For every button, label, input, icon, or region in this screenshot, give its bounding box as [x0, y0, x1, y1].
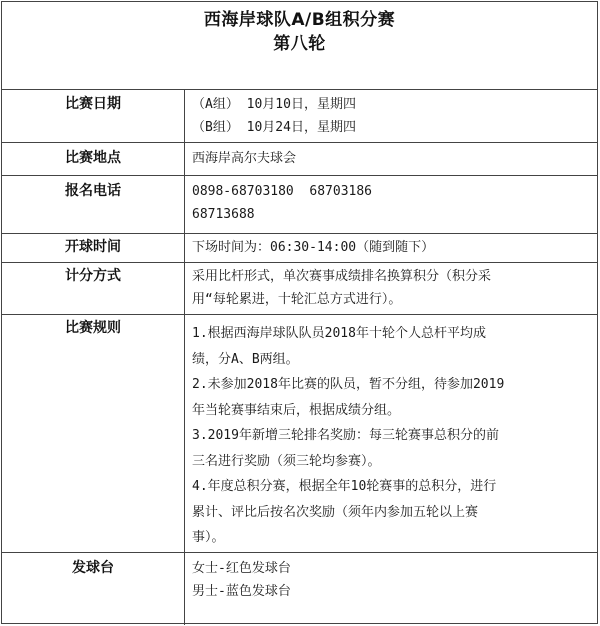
- label-scoring: 计分方式: [2, 263, 185, 314]
- phone-line-1: 0898-68703180 68703186: [192, 184, 373, 199]
- row-date: [2, 89, 597, 143]
- value-tee-time: [192, 236, 589, 259]
- rule-4-line-3: 事）。: [192, 530, 225, 545]
- tee-box-ladies: 女士-红色发球台: [192, 561, 291, 576]
- value-scoring: [192, 265, 589, 311]
- date-group-a: （A组） 10月10日，星期四: [192, 97, 356, 112]
- label-phone: 报名电话: [2, 176, 185, 233]
- rule-4-line-1: 4.年度总积分赛，根据全年10轮赛事的总积分，进行: [192, 479, 497, 494]
- rule-2-line-1: 2.未参加2018年比赛的队员，暂不分组，待参加2019: [192, 377, 505, 392]
- label-date: 比赛日期: [2, 89, 185, 142]
- row-tee-box: [2, 553, 597, 625]
- row-phone: [2, 176, 597, 234]
- scoring-line-2: 用“每轮累进，十轮汇总方式进行）。: [192, 292, 402, 307]
- rule-4-line-2: 累计、评比后按名次奖励（须年内参加五轮以上赛: [192, 504, 479, 520]
- event-info-table: [1, 1, 598, 624]
- rule-1-line-1: 1.根据西海岸球队队员2018年十轮个人总杆平均成: [192, 326, 486, 341]
- label-tee-box: 发球台: [2, 553, 185, 625]
- rule-2-line-2: 年当轮赛事结束后，根据成绩分组。: [192, 402, 401, 418]
- row-venue: [2, 143, 597, 176]
- label-rules: 比赛规则: [2, 315, 185, 552]
- scoring-line-1: 采用比杆形式，单次赛事成绩排名换算积分（积分采: [192, 269, 492, 284]
- label-venue: 比赛地点: [2, 143, 185, 175]
- rule-3-line-1: 3.2019年新增三轮排名奖励：每三轮赛事总积分的前: [192, 428, 499, 443]
- label-tee-time: 开球时间: [2, 234, 185, 262]
- event-title: 西海岸球队A/B组积分赛: [203, 10, 396, 30]
- tee-time-text: 下场时间为：06:30-14:00（随到随下）: [192, 240, 435, 255]
- phone-line-2: 68713688: [192, 207, 255, 222]
- row-tee-time: [2, 234, 597, 263]
- tee-box-men: 男士-蓝色发球台: [192, 584, 291, 599]
- rule-3-line-2: 三名进行奖励（须三轮均参赛）。: [192, 453, 381, 469]
- title-block: [2, 2, 597, 90]
- date-group-b: （B组） 10月24日，星期四: [192, 120, 356, 135]
- row-rules: [2, 315, 597, 553]
- venue-text: 西海岸高尔夫球会: [192, 151, 297, 166]
- row-scoring: [2, 263, 597, 315]
- value-phone: [192, 180, 589, 226]
- value-tee-box: [192, 557, 589, 603]
- value-date: [192, 93, 589, 139]
- value-rules: [192, 321, 589, 551]
- event-round: 第八轮: [273, 34, 326, 54]
- value-venue: [192, 147, 589, 170]
- rule-1-line-2: 绩，分A、B两组。: [192, 351, 299, 367]
